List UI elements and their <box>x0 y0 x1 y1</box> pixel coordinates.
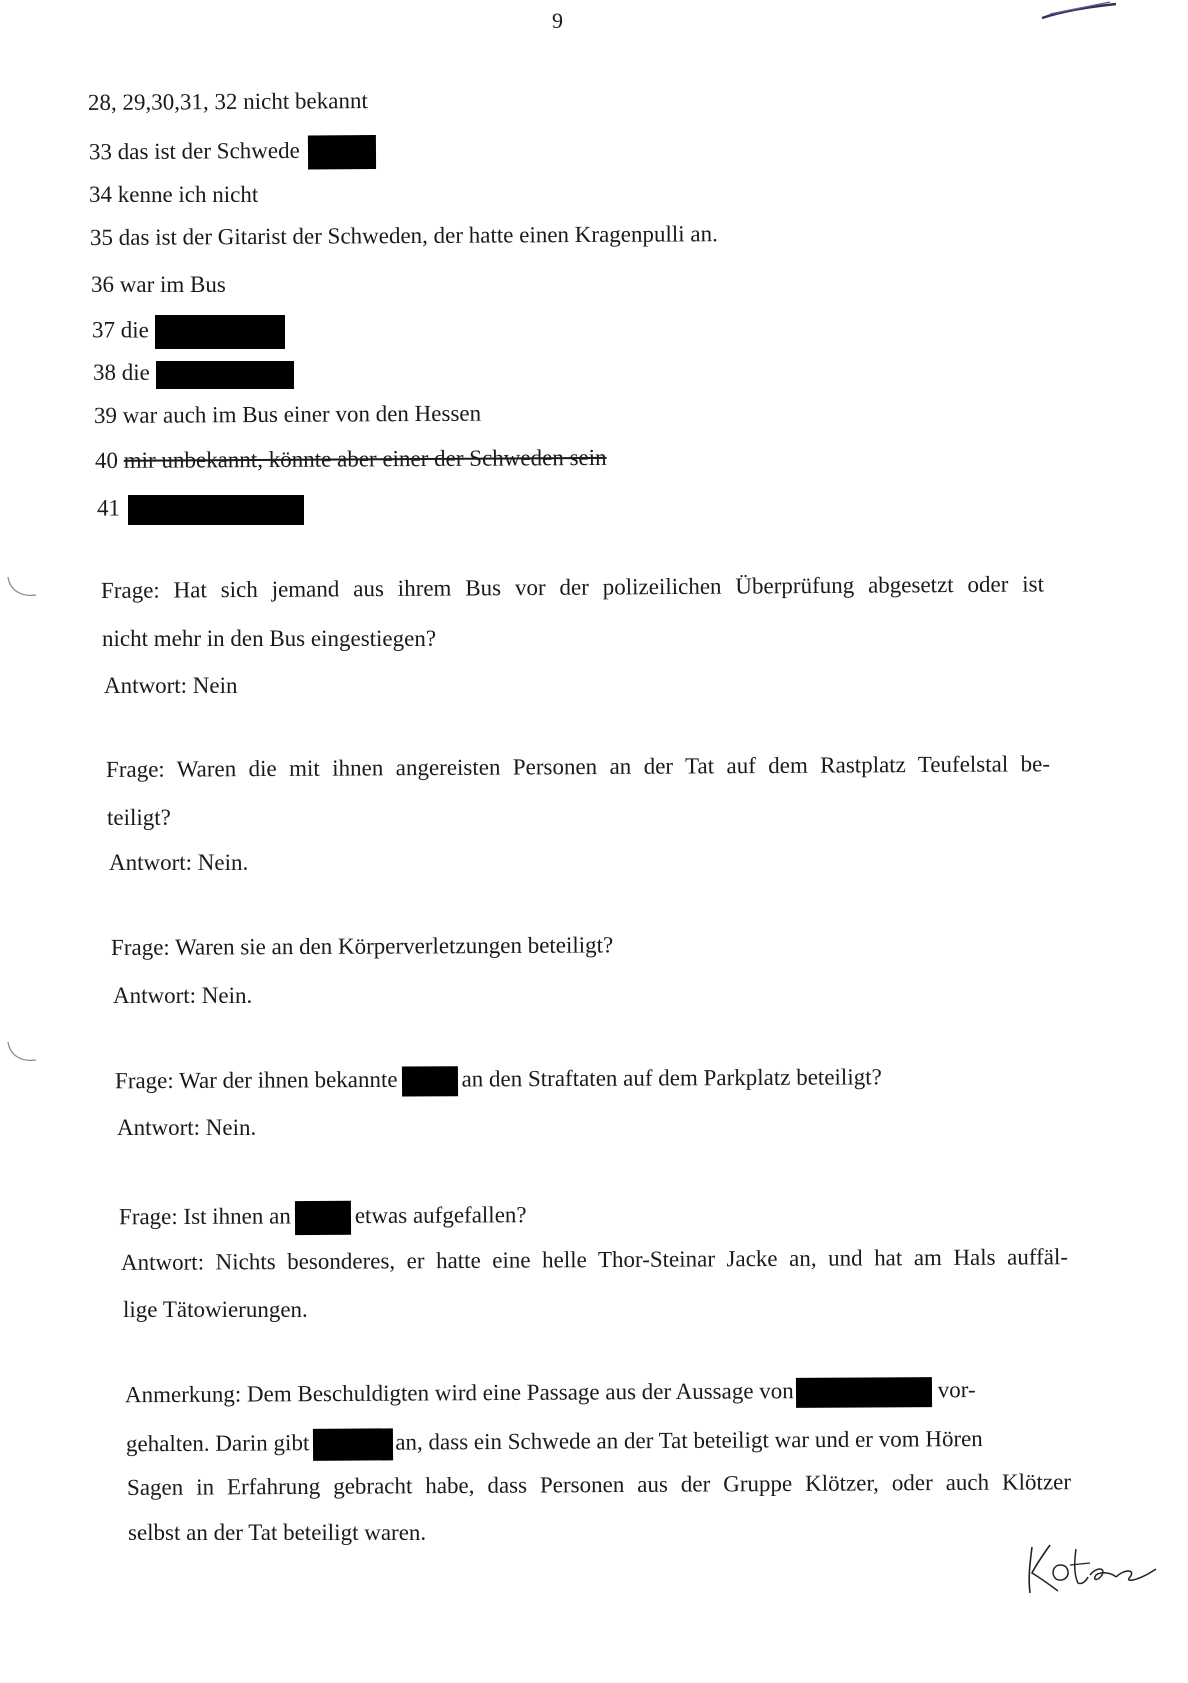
list-item: 34 kenne ich nicht <box>89 182 259 207</box>
list-item: 39 war auch im Bus einer von den Hessen <box>93 400 482 428</box>
punch-hole-mark <box>0 575 40 601</box>
redaction-bar <box>313 1428 393 1460</box>
handwritten-signature <box>1020 1535 1160 1605</box>
redaction-bar <box>155 315 285 349</box>
page-number: 9 <box>552 8 563 33</box>
answer-text: Antwort: Nein <box>104 673 238 698</box>
question-text: Frage: Ist ihnen an etwas aufgefallen? <box>119 1200 527 1236</box>
question-text: Frage: Waren die mit ihnen angereisten Personen an der Tat auf dem Rastplatz Teufelstal be- <box>105 751 1051 782</box>
redaction-bar <box>307 135 375 169</box>
list-item: 28, 29,30,31, 32 nicht bekannt <box>87 88 368 115</box>
redaction-bar <box>401 1066 457 1096</box>
list-item: 35 das ist der Gitarist der Schweden, der hatte einen Kragenpulli an. <box>89 221 718 250</box>
question-text: nicht mehr in den Bus eingestiegen? <box>102 626 437 651</box>
redaction-bar <box>295 1201 351 1235</box>
remark-text: selbst an der Tat beteiligt waren. <box>128 1520 427 1545</box>
answer-text: lige Tätowierungen. <box>123 1297 308 1322</box>
remark-text: gehalten. Darin gibt an, dass ein Schwede an der Tat beteiligt war und er vom Hören <box>126 1425 983 1462</box>
punch-hole-mark <box>0 1040 40 1066</box>
answer-text: Antwort: Nein. <box>109 850 249 875</box>
answer-text: Antwort: Nein. <box>117 1115 257 1140</box>
redaction-bar <box>156 361 294 389</box>
question-text: Frage: War der ihnen bekannte an den Straftaten auf dem Parkplatz beteiligt? <box>115 1064 882 1098</box>
list-item: 37 die <box>92 315 285 349</box>
redaction-bar <box>796 1377 932 1408</box>
list-item: 38 die <box>93 360 294 389</box>
answer-text: Antwort: Nichts besonderes, er hatte eine helle Thor-Steinar Jacke an, und hat am Hals auffäl- <box>120 1244 1069 1275</box>
remark-text: Sagen in Erfahrung gebracht habe, dass Personen aus der Gruppe Klötzer, oder auch Klötzer <box>126 1469 1072 1500</box>
list-item: 36 war im Bus <box>91 272 226 297</box>
answer-text: Antwort: Nein. <box>113 983 253 1008</box>
list-item: 33 das ist der Schwede <box>89 135 376 171</box>
question-text: Frage: Waren sie an den Körperverletzungen beteiligt? <box>110 932 614 960</box>
question-text: teiligt? <box>107 805 171 830</box>
list-item: 41 <box>97 495 304 525</box>
question-text: Frage: Hat sich jemand aus ihrem Bus vor der polizeilichen Überprüfung abgesetzt oder ist <box>100 571 1045 603</box>
list-item-struck: 40 mir unbekannt, könnte aber einer der Schweden sein <box>94 444 607 473</box>
redaction-bar <box>128 495 304 525</box>
remark-text: Anmerkung: Dem Beschuldigten wird eine Passage aus der Aussage von vor- <box>124 1377 976 1408</box>
pen-mark <box>1040 0 1120 24</box>
